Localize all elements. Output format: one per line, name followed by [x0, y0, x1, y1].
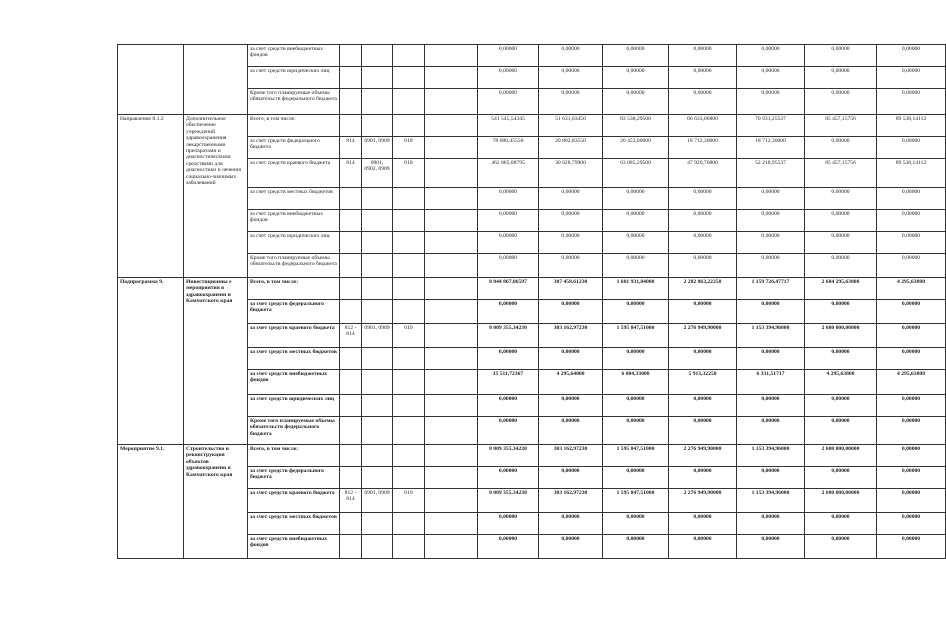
amount-cell: 2 276 949,90000 — [669, 324, 737, 348]
amount-cell: 303 162,97230 — [539, 445, 603, 467]
amount-cell: 85 457,15756 — [805, 115, 877, 137]
amount-cell: 0,00000 — [603, 89, 669, 115]
target-article-cell — [393, 188, 425, 210]
amount-cell: 0,00000 — [603, 395, 669, 417]
amount-cell: 0,00000 — [539, 300, 603, 324]
amount-cell: 0,00000 — [478, 535, 539, 559]
amount-cell: 0,00000 — [805, 513, 877, 535]
amount-cell: 8 009 355,34230 — [478, 324, 539, 348]
amount-cell: 8 044 867,06597 — [478, 278, 539, 300]
amount-cell: 8 009 355,34230 — [478, 445, 539, 467]
amount-cell: 0,00000 — [603, 232, 669, 254]
target-article-cell — [393, 300, 425, 324]
amount-cell: 0,00000 — [737, 67, 805, 89]
amount-cell: 0,00000 — [669, 535, 737, 559]
amount-cell: 1 153 394,96000 — [737, 324, 805, 348]
amount-cell: 0,00000 — [539, 45, 603, 67]
section-code-cell: 0901, 0909 — [362, 489, 393, 513]
amount-cell: 0,00000 — [737, 395, 805, 417]
amount-cell: 0,00000 — [737, 89, 805, 115]
section-code-cell — [362, 445, 393, 467]
amount-cell: 0,00000 — [877, 45, 946, 67]
amount-cell: 0,00000 — [877, 417, 946, 445]
amount-cell: 0,00000 — [805, 417, 877, 445]
grbs-code-cell — [340, 188, 362, 210]
grbs-code-cell — [340, 535, 362, 559]
amount-cell: 83 538,29500 — [603, 115, 669, 137]
target-article-cell — [393, 89, 425, 115]
amount-cell: 1 601 931,84000 — [603, 278, 669, 300]
table-row — [118, 115, 946, 137]
amount-cell: 0,00000 — [737, 45, 805, 67]
amount-cell: 0,00000 — [603, 188, 669, 210]
grbs-code-cell — [340, 300, 362, 324]
amount-cell: 0,00000 — [669, 467, 737, 489]
amount-cell: 2 680 000,00000 — [805, 445, 877, 467]
funding-source-cell: за счет средств юридических лиц — [248, 67, 340, 89]
amount-cell: 0,00000 — [478, 188, 539, 210]
amount-cell: 0,00000 — [805, 232, 877, 254]
grbs-code-cell — [340, 395, 362, 417]
target-article-cell — [393, 232, 425, 254]
section-code-cell — [362, 300, 393, 324]
empty-cell — [425, 300, 478, 324]
section-code-cell — [362, 535, 393, 559]
section-label: Подпрограмма 9. — [118, 278, 184, 445]
funding-source-cell: Всего, в том числе: — [248, 115, 340, 137]
funding-source-cell: за счет средств местных бюджетов — [248, 513, 340, 535]
amount-cell: 0,00000 — [539, 513, 603, 535]
section-title: Строительство и реконструкция объектов здравоохранени я Камчатского края — [184, 445, 248, 559]
amount-cell: 462 865,08795 — [478, 159, 539, 188]
grbs-code-cell — [340, 348, 362, 370]
amount-cell: 0,00000 — [805, 67, 877, 89]
funding-source-cell: Кроме того планируемые объемы обязательств федерального бюджета — [248, 254, 340, 278]
amount-cell: 2 680 000,00000 — [805, 324, 877, 348]
target-article-cell — [393, 513, 425, 535]
amount-cell: 0,00000 — [877, 232, 946, 254]
amount-cell: 52 218,95537 — [737, 159, 805, 188]
amount-cell: 89 538,14112 — [877, 115, 946, 137]
amount-cell: 0,00000 — [603, 210, 669, 232]
amount-cell: 0,00000 — [603, 535, 669, 559]
amount-cell: 0,00000 — [805, 348, 877, 370]
target-article-cell — [393, 45, 425, 67]
empty-cell — [425, 254, 478, 278]
amount-cell: 0,00000 — [669, 300, 737, 324]
target-article-cell — [393, 535, 425, 559]
empty-cell — [425, 395, 478, 417]
target-article-cell — [393, 348, 425, 370]
amount-cell: 541 545,54345 — [478, 115, 539, 137]
table-row — [118, 45, 946, 67]
funding-source-cell: за счет средств краевого бюджета — [248, 324, 340, 348]
funding-source-cell: за счет средств внебюджетных фондов — [248, 370, 340, 395]
empty-cell — [425, 232, 478, 254]
funding-source-cell: за счет средств юридических лиц — [248, 232, 340, 254]
amount-cell: 0,00000 — [539, 210, 603, 232]
section-label — [118, 45, 184, 115]
amount-cell: 0,00000 — [478, 417, 539, 445]
amount-cell: 4 295,63800 — [805, 370, 877, 395]
section-code-cell — [362, 67, 393, 89]
amount-cell: 0,00000 — [478, 67, 539, 89]
section-code-cell — [362, 370, 393, 395]
amount-cell: 0,00000 — [805, 395, 877, 417]
amount-cell: 2 680 000,00000 — [805, 489, 877, 513]
amount-cell: 0,00000 — [805, 467, 877, 489]
amount-cell: 0,00000 — [539, 417, 603, 445]
table-row — [118, 278, 946, 300]
funding-source-cell: за счет средств местных бюджетов — [248, 348, 340, 370]
funding-source-cell: за счет средств внебюджетных фондов — [248, 45, 340, 67]
amount-cell: 18 712,30000 — [737, 137, 805, 159]
empty-cell — [425, 467, 478, 489]
target-article-cell: 019 — [393, 324, 425, 348]
amount-cell: 0,00000 — [877, 137, 946, 159]
grbs-code-cell — [340, 232, 362, 254]
funding-source-cell: за счет средств федерального бюджета — [248, 300, 340, 324]
empty-cell — [425, 348, 478, 370]
funding-source-cell: за счет средств краевого бюджета — [248, 159, 340, 188]
amount-cell: 0,00000 — [805, 535, 877, 559]
section-code-cell — [362, 188, 393, 210]
amount-cell: 4 295,63800 — [877, 278, 946, 300]
amount-cell: 0,00000 — [877, 300, 946, 324]
amount-cell: 0,00000 — [737, 254, 805, 278]
amount-cell: 0,00000 — [669, 89, 737, 115]
grbs-code-cell — [340, 445, 362, 467]
amount-cell: 0,00000 — [669, 232, 737, 254]
funding-source-cell: за счет средств юридических лиц — [248, 395, 340, 417]
amount-cell: 0,00000 — [669, 395, 737, 417]
amount-cell: 1 159 726,47717 — [737, 278, 805, 300]
amount-cell: 0,00000 — [603, 300, 669, 324]
empty-cell — [425, 67, 478, 89]
amount-cell: 1 153 394,96000 — [737, 445, 805, 467]
section-code-cell — [362, 254, 393, 278]
empty-cell — [425, 370, 478, 395]
funding-source-cell: Всего, в том числе: — [248, 445, 340, 467]
amount-cell: 307 458,61230 — [539, 278, 603, 300]
amount-cell: 0,00000 — [737, 535, 805, 559]
empty-cell — [425, 159, 478, 188]
amount-cell: 0,00000 — [603, 348, 669, 370]
empty-cell — [425, 489, 478, 513]
amount-cell: 70 931,25537 — [737, 115, 805, 137]
amount-cell: 0,00000 — [737, 513, 805, 535]
section-label: Направление 8.1.2 — [118, 115, 184, 278]
amount-cell: 0,00000 — [603, 45, 669, 67]
amount-cell: 0,00000 — [737, 188, 805, 210]
empty-cell — [425, 445, 478, 467]
amount-cell: 0,00000 — [478, 348, 539, 370]
amount-cell: 0,00000 — [877, 395, 946, 417]
empty-cell — [425, 278, 478, 300]
amount-cell: 0,00000 — [805, 188, 877, 210]
target-article-cell: 019 — [393, 489, 425, 513]
amount-cell: 0,00000 — [669, 417, 737, 445]
amount-cell: 2 276 949,90000 — [669, 445, 737, 467]
grbs-code-cell — [340, 210, 362, 232]
amount-cell: 0,00000 — [877, 67, 946, 89]
amount-cell: 0,00000 — [669, 45, 737, 67]
amount-cell: 0,00000 — [877, 188, 946, 210]
section-code-cell — [362, 348, 393, 370]
amount-cell: 89 538,14112 — [877, 159, 946, 188]
grbs-code-cell: 814 — [340, 137, 362, 159]
amount-cell: 66 633,06800 — [669, 115, 737, 137]
section-code-cell — [362, 278, 393, 300]
amount-cell: 5 913,32250 — [669, 370, 737, 395]
amount-cell: 1 595 847,51000 — [603, 445, 669, 467]
amount-cell: 0,00000 — [737, 417, 805, 445]
amount-cell: 1 153 394,96000 — [737, 489, 805, 513]
amount-cell: 0,00000 — [478, 300, 539, 324]
section-title — [184, 45, 248, 115]
amount-cell: 0,00000 — [478, 254, 539, 278]
empty-cell — [425, 535, 478, 559]
amount-cell: 0,00000 — [478, 513, 539, 535]
amount-cell: 0,00000 — [877, 445, 946, 467]
amount-cell: 0,00000 — [669, 254, 737, 278]
amount-cell: 0,00000 — [478, 210, 539, 232]
amount-cell: 20 453,00000 — [603, 137, 669, 159]
grbs-code-cell — [340, 89, 362, 115]
amount-cell: 0,00000 — [737, 467, 805, 489]
target-article-cell — [393, 467, 425, 489]
section-title: Инвестиционны е мероприятия в здравоохранени и Камчатского края — [184, 278, 248, 445]
amount-cell: 303 162,97230 — [539, 489, 603, 513]
amount-cell: 0,00000 — [877, 348, 946, 370]
amount-cell: 0,00000 — [805, 45, 877, 67]
amount-cell: 0,00000 — [539, 188, 603, 210]
amount-cell: 0,00000 — [669, 513, 737, 535]
grbs-code-cell: 812 - 814 — [340, 324, 362, 348]
amount-cell: 0,00000 — [669, 188, 737, 210]
section-code-cell: 0901, 0909 — [362, 137, 393, 159]
amount-cell: 47 920,76800 — [669, 159, 737, 188]
amount-cell: 20 802,83550 — [539, 137, 603, 159]
amount-cell: 0,00000 — [539, 348, 603, 370]
amount-cell: 0,00000 — [877, 254, 946, 278]
grbs-code-cell — [340, 115, 362, 137]
section-code-cell — [362, 45, 393, 67]
grbs-code-cell — [340, 417, 362, 445]
amount-cell: 0,00000 — [877, 489, 946, 513]
amount-cell: 0,00000 — [603, 254, 669, 278]
section-code-cell — [362, 232, 393, 254]
amount-cell: 0,00000 — [478, 395, 539, 417]
funding-source-cell: за счет средств внебюджетных фондов — [248, 210, 340, 232]
amount-cell: 0,00000 — [737, 300, 805, 324]
empty-cell — [425, 324, 478, 348]
section-label: Мероприятие 9.1. — [118, 445, 184, 559]
amount-cell: 78 680,45550 — [478, 137, 539, 159]
target-article-cell — [393, 115, 425, 137]
grbs-code-cell — [340, 467, 362, 489]
target-article-cell: 018 — [393, 137, 425, 159]
amount-cell: 2 684 295,63800 — [805, 278, 877, 300]
amount-cell: 35 511,72367 — [478, 370, 539, 395]
amount-cell: 0,00000 — [539, 535, 603, 559]
grbs-code-cell — [340, 278, 362, 300]
funding-source-cell: за счет средств федерального бюджета — [248, 137, 340, 159]
amount-cell: 0,00000 — [478, 45, 539, 67]
funding-source-cell: за счет средств внебюджетных фондов — [248, 535, 340, 559]
amount-cell: 0,00000 — [603, 513, 669, 535]
section-title: Дополнительное обеспечение учреждений здравоохранения лекарственными препаратами и диагностическими средствами для диагностики и лечения социально-значимых заболеваний — [184, 115, 248, 278]
target-article-cell — [393, 67, 425, 89]
amount-cell: 0,00000 — [877, 467, 946, 489]
funding-source-cell: Кроме того планируемые объемы обязательств федерального бюджета — [248, 417, 340, 445]
budget-table — [117, 44, 946, 559]
amount-cell: 0,00000 — [805, 89, 877, 115]
amount-cell: 8 009 355,34230 — [478, 489, 539, 513]
amount-cell: 0,00000 — [539, 67, 603, 89]
amount-cell: 0,00000 — [805, 137, 877, 159]
grbs-code-cell: 812 - 814 — [340, 489, 362, 513]
amount-cell: 18 712,30000 — [669, 137, 737, 159]
amount-cell: 0,00000 — [737, 348, 805, 370]
amount-cell: 0,00000 — [805, 300, 877, 324]
amount-cell: 303 162,97230 — [539, 324, 603, 348]
target-article-cell — [393, 395, 425, 417]
budget-table-body — [118, 45, 946, 559]
amount-cell: 1 595 847,51000 — [603, 324, 669, 348]
section-code-cell — [362, 89, 393, 115]
grbs-code-cell — [340, 370, 362, 395]
amount-cell: 30 828,79900 — [539, 159, 603, 188]
grbs-code-cell — [340, 254, 362, 278]
amount-cell: 0,00000 — [669, 348, 737, 370]
amount-cell: 0,00000 — [737, 232, 805, 254]
amount-cell: 0,00000 — [539, 467, 603, 489]
target-article-cell — [393, 254, 425, 278]
target-article-cell: 018 — [393, 159, 425, 188]
amount-cell: 0,00000 — [877, 513, 946, 535]
funding-source-cell: за счет средств местных бюджетов — [248, 188, 340, 210]
target-article-cell — [393, 370, 425, 395]
amount-cell: 0,00000 — [737, 210, 805, 232]
section-code-cell — [362, 395, 393, 417]
funding-source-cell: за счет средств федерального бюджета — [248, 467, 340, 489]
amount-cell: 0,00000 — [478, 232, 539, 254]
amount-cell: 4 295,64000 — [539, 370, 603, 395]
amount-cell: 0,00000 — [877, 89, 946, 115]
amount-cell: 0,00000 — [603, 67, 669, 89]
amount-cell: 51 631,63450 — [539, 115, 603, 137]
amount-cell: 63 085,29500 — [603, 159, 669, 188]
amount-cell: 0,00000 — [877, 535, 946, 559]
grbs-code-cell: 814 — [340, 159, 362, 188]
empty-cell — [425, 115, 478, 137]
amount-cell: 0,00000 — [603, 467, 669, 489]
grbs-code-cell — [340, 67, 362, 89]
target-article-cell — [393, 445, 425, 467]
empty-cell — [425, 45, 478, 67]
amount-cell: 0,00000 — [669, 210, 737, 232]
section-code-cell — [362, 417, 393, 445]
amount-cell: 0,00000 — [478, 467, 539, 489]
empty-cell — [425, 210, 478, 232]
empty-cell — [425, 137, 478, 159]
funding-source-cell: Всего, в том числе: — [248, 278, 340, 300]
section-code-cell: 0901, 0909 — [362, 324, 393, 348]
amount-cell: 85 457,15756 — [805, 159, 877, 188]
amount-cell: 0,00000 — [539, 89, 603, 115]
empty-cell — [425, 188, 478, 210]
amount-cell: 6 084,33000 — [603, 370, 669, 395]
target-article-cell — [393, 210, 425, 232]
amount-cell: 1 595 847,51000 — [603, 489, 669, 513]
section-code-cell — [362, 467, 393, 489]
section-code-cell — [362, 210, 393, 232]
amount-cell: 0,00000 — [805, 254, 877, 278]
empty-cell — [425, 513, 478, 535]
empty-cell — [425, 89, 478, 115]
amount-cell: 0,00000 — [805, 210, 877, 232]
amount-cell: 4 295,63800 — [877, 370, 946, 395]
grbs-code-cell — [340, 45, 362, 67]
grbs-code-cell — [340, 513, 362, 535]
amount-cell: 0,00000 — [539, 232, 603, 254]
funding-source-cell: Кроме того планируемые объемы обязательств федерального бюджета — [248, 89, 340, 115]
amount-cell: 0,00000 — [877, 210, 946, 232]
section-code-cell — [362, 115, 393, 137]
amount-cell: 0,00000 — [877, 324, 946, 348]
section-code-cell — [362, 513, 393, 535]
table-row — [118, 445, 946, 467]
amount-cell: 6 331,51717 — [737, 370, 805, 395]
amount-cell: 0,00000 — [539, 395, 603, 417]
target-article-cell — [393, 278, 425, 300]
section-code-cell: 0901, 0902, 0909 — [362, 159, 393, 188]
amount-cell: 0,00000 — [603, 417, 669, 445]
target-article-cell — [393, 417, 425, 445]
amount-cell: 2 276 949,90000 — [669, 489, 737, 513]
amount-cell: 2 282 863,22250 — [669, 278, 737, 300]
amount-cell: 0,00000 — [478, 89, 539, 115]
amount-cell: 0,00000 — [539, 254, 603, 278]
amount-cell: 0,00000 — [669, 67, 737, 89]
funding-source-cell: за счет средств краевого бюджета — [248, 489, 340, 513]
empty-cell — [425, 417, 478, 445]
